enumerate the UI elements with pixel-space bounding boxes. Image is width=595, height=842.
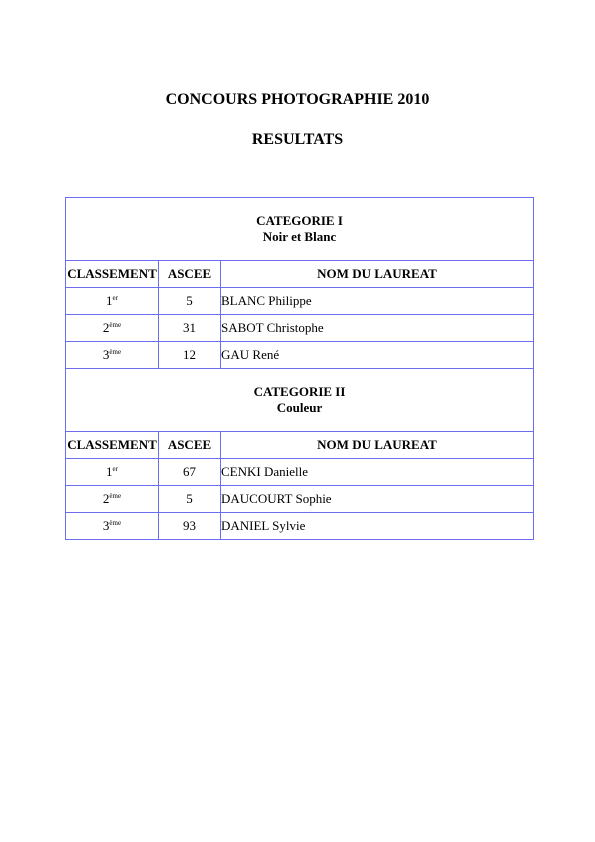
ascee-cell: 12 (159, 342, 221, 369)
category-heading (66, 198, 534, 261)
table-row (66, 513, 534, 540)
page-title: CONCOURS PHOTOGRAPHIE 2010 (165, 91, 430, 108)
ascee-cell: 93 (159, 513, 221, 540)
table-row (66, 486, 534, 513)
column-header-row (66, 432, 534, 459)
laureate-name-cell: CENKI Danielle (221, 459, 534, 486)
category-header-row (66, 198, 534, 261)
results-table (65, 197, 534, 540)
rank-cell: 3ème (66, 513, 159, 540)
table-row (66, 315, 534, 342)
column-header-classement: CLASSEMENT (66, 261, 159, 288)
ascee-cell: 67 (159, 459, 221, 486)
ascee-cell: 5 (159, 486, 221, 513)
rank-cell: 2ème (66, 486, 159, 513)
category-subtitle: Couleur (276, 400, 323, 415)
category-heading (66, 369, 534, 432)
column-header-classement: CLASSEMENT (66, 432, 159, 459)
table-row (66, 288, 534, 315)
ascee-cell: 5 (159, 288, 221, 315)
laureate-name-cell: DAUCOURT Sophie (221, 486, 534, 513)
category-subtitle: Noir et Blanc (262, 229, 337, 244)
category-header-row (66, 369, 534, 432)
column-header-nom: NOM DU LAUREAT (221, 261, 534, 288)
laureate-name-cell: BLANC Philippe (221, 288, 534, 315)
category-name: CATEGORIE II (253, 384, 346, 399)
laureate-name-cell: SABOT Christophe (221, 315, 534, 342)
rank-cell: 1er (66, 288, 159, 315)
table-row (66, 342, 534, 369)
column-header-row (66, 261, 534, 288)
page-subtitle: RESULTATS (251, 131, 344, 148)
laureate-name-cell: GAU René (221, 342, 534, 369)
rank-cell: 1er (66, 459, 159, 486)
rank-cell: 3ème (66, 342, 159, 369)
category-name: CATEGORIE I (256, 213, 343, 228)
column-header-ascee: ASCEE (159, 261, 221, 288)
table-row (66, 459, 534, 486)
column-header-ascee: ASCEE (159, 432, 221, 459)
rank-cell: 2ème (66, 315, 159, 342)
laureate-name-cell: DANIEL Sylvie (221, 513, 534, 540)
column-header-nom: NOM DU LAUREAT (221, 432, 534, 459)
ascee-cell: 31 (159, 315, 221, 342)
